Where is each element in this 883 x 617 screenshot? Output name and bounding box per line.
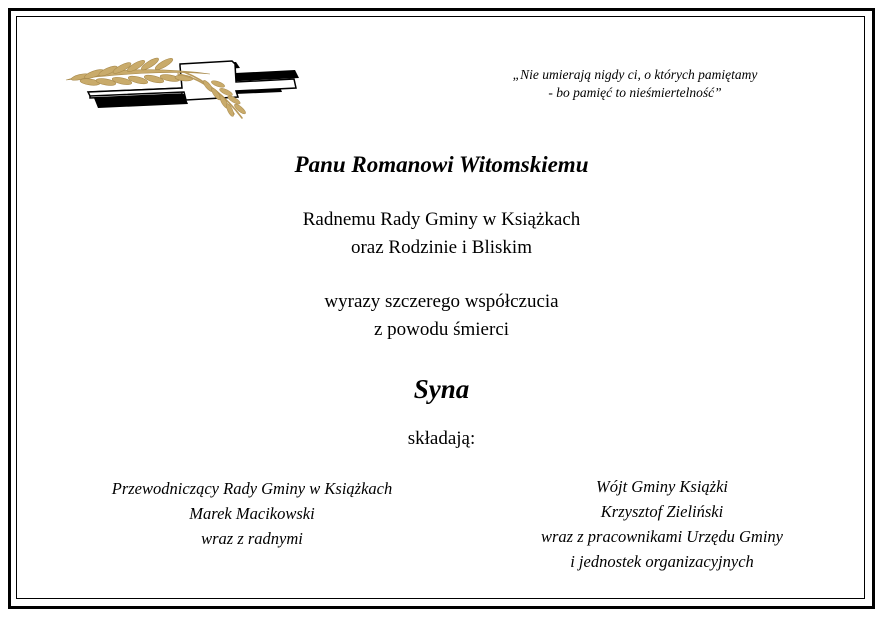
given-by-label: składają: (407, 428, 476, 449)
signature-mayor-note-1: wraz z pracownikami Urzędu Gminy (541, 527, 783, 546)
deceased-relation: Syna (413, 374, 470, 404)
address-line-2: oraz Rodzinie i Bliskim (350, 237, 532, 258)
signature-mayor-name: Krzysztof Zieliński (600, 502, 724, 521)
signature-mayor-title: Wójt Gminy Książki (596, 477, 728, 496)
condolence-line-2: z powodu śmierci (373, 319, 510, 340)
recipient-name: Panu Romanowi Witomskiemu (294, 152, 589, 177)
signature-council (72, 476, 432, 551)
condolence-line-1: wyrazy szczerego współczucia (324, 291, 559, 312)
condolence-message (0, 288, 883, 344)
signature-mayor (492, 474, 832, 574)
signature-council-name: Marek Macikowski (189, 504, 315, 523)
signature-council-title: Przewodniczący Rady Gminy w Książkach (111, 479, 393, 498)
recipient-address (0, 206, 883, 262)
signature-mayor-note-2: i jednostek organizacyjnych (570, 552, 754, 571)
cross-with-wheat-icon (60, 52, 305, 122)
memorial-quote (470, 66, 800, 102)
signature-council-note: wraz z radnymi (201, 529, 303, 548)
quote-line-1: „Nie umierają nigdy ci, o których pamiętamy (512, 67, 758, 82)
quote-line-2: - bo pamięć to nieśmiertelność” (548, 85, 722, 100)
address-line-1: Radnemu Rady Gminy w Książkach (302, 209, 581, 230)
